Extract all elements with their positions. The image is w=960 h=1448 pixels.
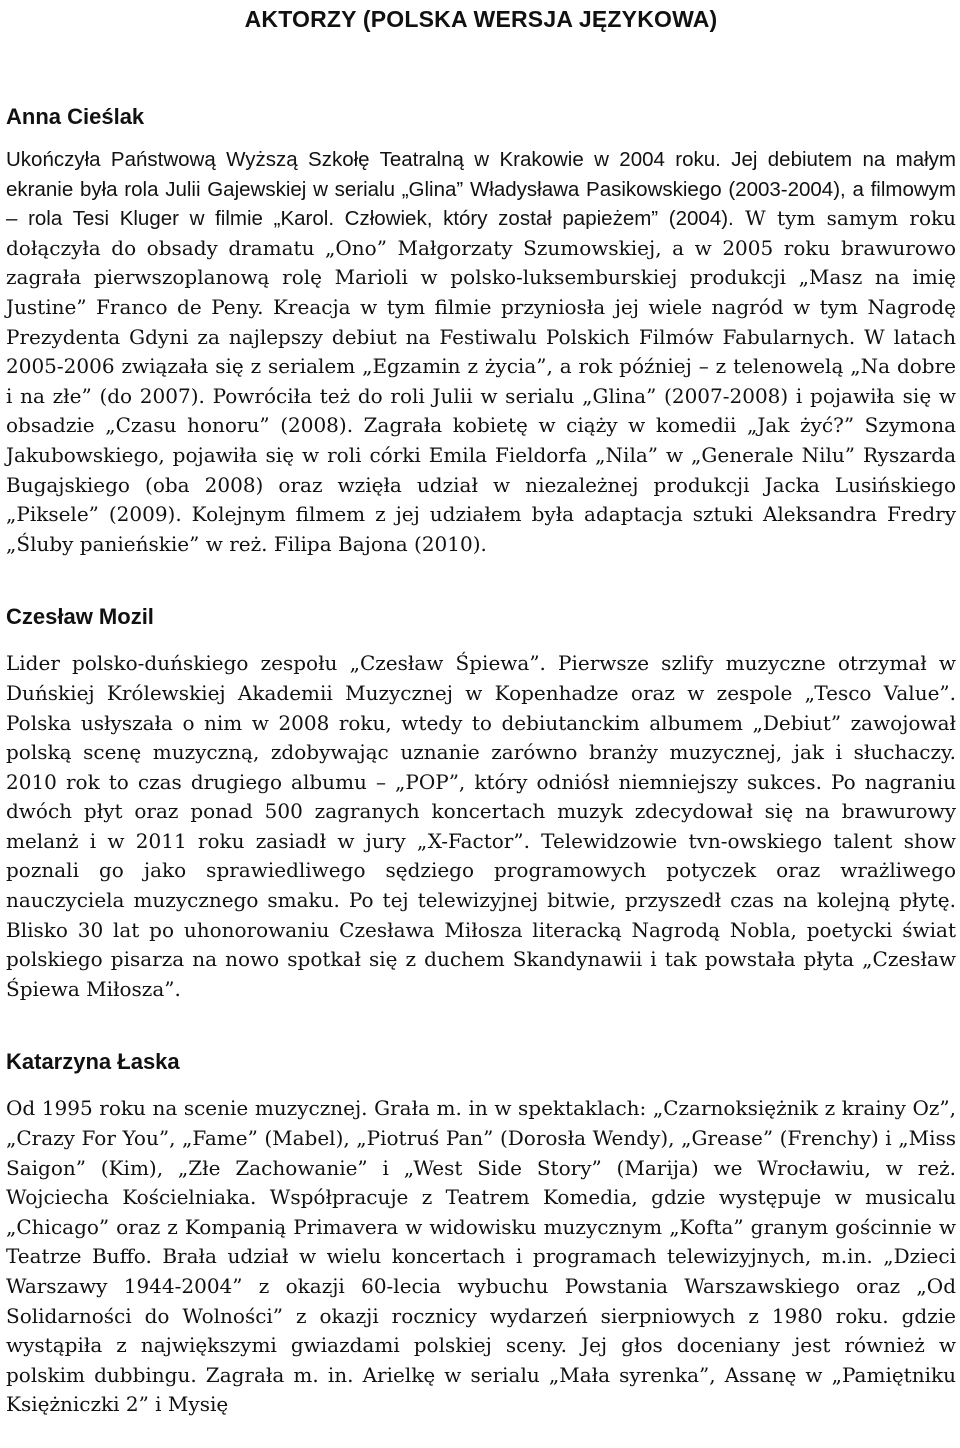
actor-bio-paragraph xyxy=(6,145,956,559)
document-title: AKTORZY (POLSKA WERSJA JĘZYKOWA) xyxy=(244,6,718,32)
actor-name-heading: Katarzyna Łaska xyxy=(6,1049,180,1075)
actor-name-heading: Czesław Mozil xyxy=(6,604,154,630)
actor-bio-segment: W tym samym roku dołączyła do obsady dramatu „Ono” Małgorzaty Szumowskiej, a w 2005 roku brawurowo zagrała pierwszoplanową rolę Marioli w polsko-luksemburskiej produkcji „Masz na imię Justine” Franco de Peny. Kreacja w tym filmie przyniosła jej wiele nagród w tym Nagrodę Prezydenta Gdyni za najlepszy debiut na Festiwalu Polskich Filmów Fabularnych. W latach 2005-2006 związała się z serialem „Egzamin z życia”, a rok później – z telenowelą „Na dobre i na złe” (do 2007). Powróciła też do roli Julii w serialu „Glina” (2007-2008) i pojawiła się w obsadzie „Czasu honoru” (2008). Zagrała kobietę w ciąży w komedii „Jak żyć?” Szymona Jakubowskiego, pojawiła się w roli córki Emila Fieldorfa „Nila” w „Generale Nilu” Ryszarda Bugajskiego (oba 2008) oraz wzięła udział w niezależnej produkcji Jacka Lusińskiego „Piksele” (2009). Kolejnym filmem z jej udziałem była adaptacja sztuki Aleksandra Fredry „Śluby panieńskie” w reż. Filipa Bajona (2010). xyxy=(6,206,956,556)
actor-name-heading: Anna Cieślak xyxy=(6,104,145,129)
document-page xyxy=(6,0,956,1420)
actor-bio-sans-segment: Ukończyła Państwową Wyższą Szkołę Teatralną w Krakowie w 2004 roku. Jej debiutem na małym ekranie była rola Julii Gajewskiej w serialu „Glina” Władysława Pasikowskiego (2003-2004), a filmowym – rola Tesi Kluger w filmie „Karol. Człowiek, który został papieżem” (2004). xyxy=(6,148,956,231)
actor-bio-paragraph: Od 1995 roku na scenie muzycznej. Grała m. in w spektaklach: „Czarnoksiężnik z krainy Oz”, „Crazy For You”, „Fame” (Mabel), „Piotruś Pan” (Dorosła Wendy), „Grease” (Frenchy) i „Miss Saigon” (Kim), „Złe Zachowanie” i „West Side Story” (Marija) we Wrocławiu, w reż. Wojciecha Kościelniaka. Współpracuje z Teatrem Komedia, gdzie występuje w musicalu „Chicago” oraz z Kompanią Primavera w widowisku muzycznym „Kofta” granym gościnnie w Teatrze Buffo. Brała udział w wielu koncertach i programach telewizyjnych, m.in. „Dzieci Warszawy 1944-2004” z okazji 60-lecia wybuchu Powstania Warszawskiego oraz „Od Solidarności do Wolności” z okazji rocznicy wydarzeń sierpniowych z 1980 roku. gdzie wystąpiła z największymi gwiazdami polskiej sceny. Jej głos doceniany jest również w polskim dubbingu. Zagrała m. in. Arielkę w serialu „Mała syrenka”, Assanę w „Pamiętniku Księżniczki 2” i Mysię xyxy=(6,1096,956,1417)
actor-bio-paragraph: Lider polsko-duńskiego zespołu „Czesław Śpiewa”. Pierwsze szlify muzyczne otrzymał w Duńskiej Królewskiej Akademii Muzycznej w Kopenhadze oraz w zespole „Tesco Value”. Polska usłyszała o nim w 2008 roku, wtedy to debiutanckim albumem „Debiut” zawojował polską scenę muzyczną, zdobywając uznanie zarówno branży muzycznej, jak i słuchaczy. 2010 rok to czas drugiego albumu – „POP”, który odniósł niemniejszy sukces. Po nagraniu dwóch płyt oraz ponad 500 zagranych koncertach muzyk zdecydował się na brawurowy melanż i w 2011 roku zasiadł w jury „X-Factor”. Telewidzowie tvn-owskiego talent show poznali go jako sprawiedliwego sędziego programowych potyczek oraz wrażliwego nauczyciela muzycznego smaku. Po tej telewizyjnej bitwie, przyszedł czas na kolejną płytę. Blisko 30 lat po uhonorowaniu Czesława Miłosza literacką Nagrodą Nobla, poetycki świat polskiego pisarza na nowo spotkał się z duchem Skandynawii i tak powstała płyta „Czesław Śpiewa Miłosza”. xyxy=(6,651,956,1001)
